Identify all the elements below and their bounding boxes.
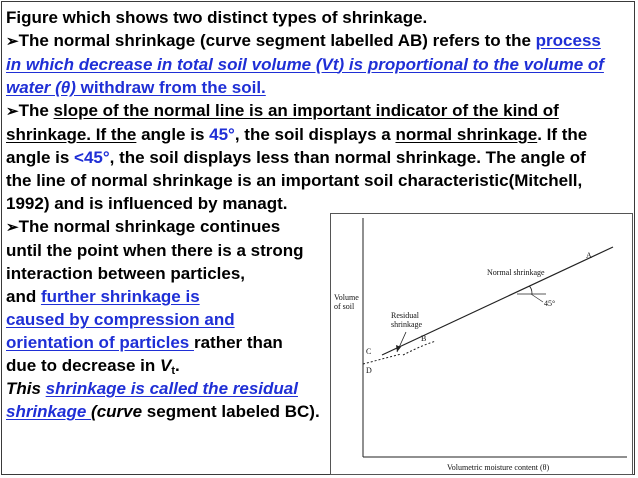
shrinkage-figure (330, 213, 633, 475)
angle-leader (531, 294, 543, 302)
point-b-label: B (421, 334, 427, 343)
para-slope-line-4: the line of normal shrinkage is an important soil characteristic(Mitchell, (6, 171, 583, 190)
residual-label-1: Residual (391, 311, 419, 320)
slide-heading: Figure which shows two distinct types of shrinkage. (6, 8, 428, 27)
para-slope-line-5: 1992) and is influenced by managt. (6, 194, 288, 213)
arrow-bullet-icon: ➢ (6, 103, 19, 120)
para-normal-line-2: in which decrease in total soil volume (Vt) is proportional to the volume of (6, 55, 604, 74)
arrow-bullet-icon: ➢ (6, 219, 19, 236)
point-a-label: A (586, 251, 592, 260)
normal-shrinkage-line (382, 247, 613, 355)
angle-arc (529, 286, 532, 294)
y-axis-label-2: of soil (334, 302, 355, 311)
point-c-label: C (366, 347, 372, 356)
para-residual-line-2: until the point when there is a strong (6, 241, 304, 260)
para-residual-line-6: orientation of particles rather than (6, 333, 283, 352)
para-slope-line-1: ➢The slope of the normal line is an important indicator of the kind of (6, 101, 559, 120)
point-d-label: D (366, 366, 372, 375)
x-axis-label: Volumetric moisture content (θ) (447, 463, 550, 472)
para-normal-line-1: ➢The normal shrinkage (curve segment labelled AB) refers to the process (6, 31, 601, 50)
para-residual-line-8: This shrinkage is called the residual (6, 379, 298, 398)
para-residual-line-3: interaction between particles, (6, 264, 246, 283)
shrinkage-diagram (331, 214, 632, 474)
para-residual-line-5: caused by compression and (6, 310, 235, 329)
normal-shrinkage-label: Normal shrinkage (487, 268, 545, 277)
para-residual-line-4: and further shrinkage is (6, 287, 200, 306)
residual-label-2: shrinkage (391, 320, 423, 329)
para-normal-line-3: water (θ) withdraw from the soil. (6, 78, 266, 97)
y-axis-label-1: Volume (334, 293, 359, 302)
para-residual-line-1: ➢The normal shrinkage continues (6, 217, 281, 236)
angle-label: 45° (544, 299, 556, 308)
para-slope-line-3: angle is <45°, the soil displays less than normal shrinkage. The angle of (6, 148, 586, 167)
para-residual-line-9: shrinkage (curve segment labeled BC). (6, 402, 320, 421)
arrow-bullet-icon: ➢ (6, 33, 19, 50)
para-slope-line-2: shrinkage. If the angle is 45°, the soil displays a normal shrinkage. If the (6, 125, 588, 144)
para-residual-line-7: due to decrease in $V_t$. (6, 356, 180, 377)
